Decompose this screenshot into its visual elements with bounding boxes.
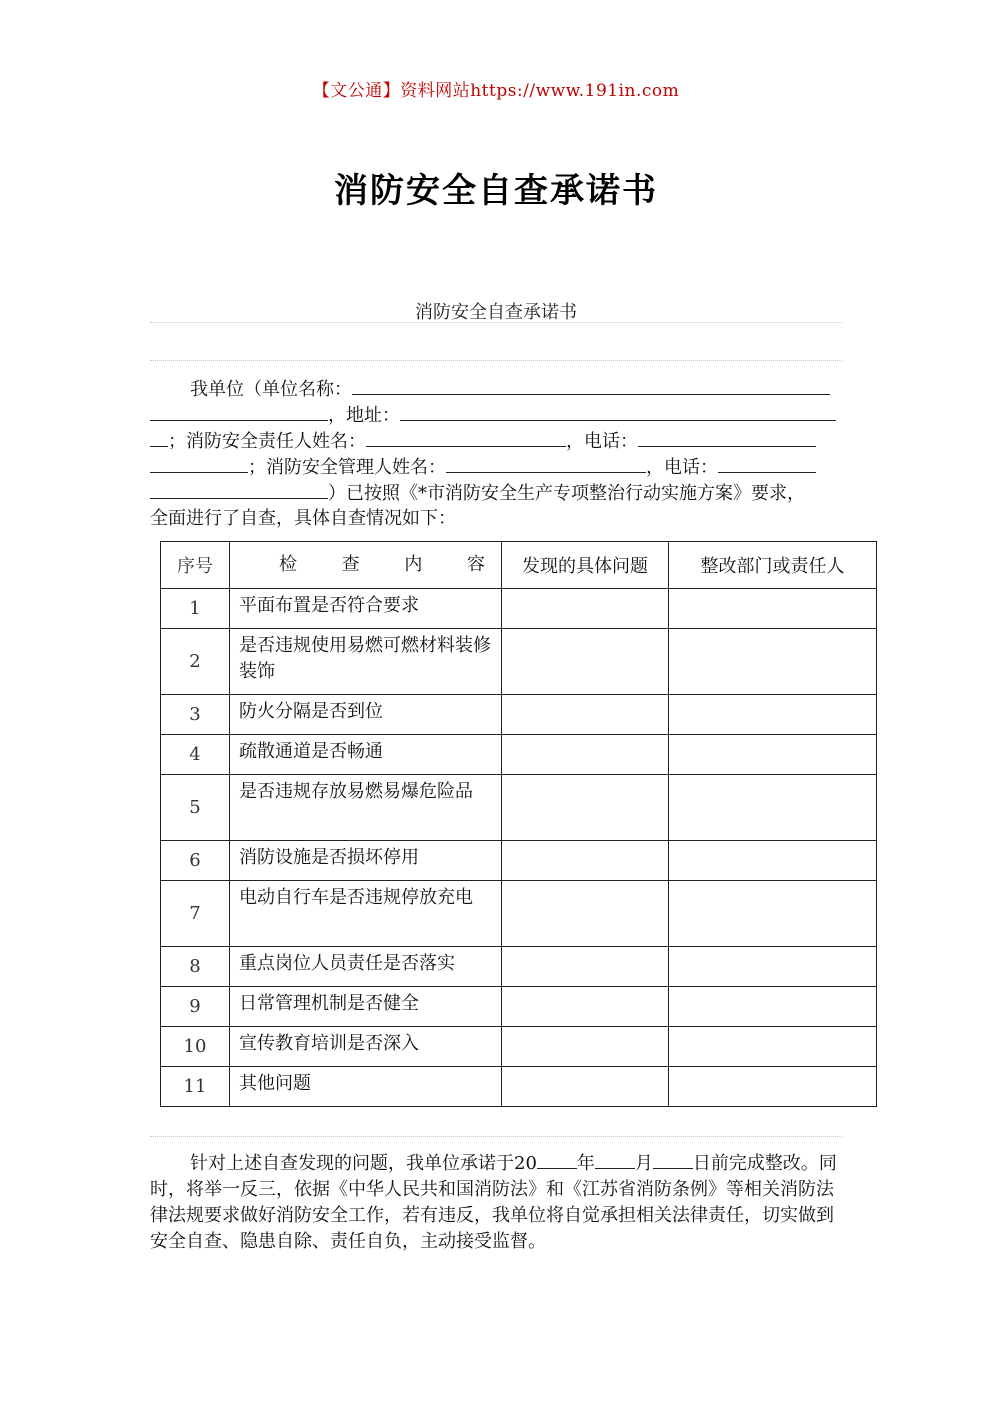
commitment-text-1: 针对上述自查发现的问题，我单位承诺于20 [190,1153,537,1174]
commitment-text-2: 日前完成整改。同时，将举一反三，依据《中华人民共和国消防法》和《江苏省消防条例》等相关消防法律法规要求做好消防安全工作，若有违反，我单位将自觉承担相关法律责任，切实做到安全自查、隐患自除、责任自负，主动接受监督。 [150,1153,837,1252]
problem-cell[interactable] [502,987,669,1027]
table-row [161,841,877,881]
page-title: 消防安全自查承诺书 [334,171,658,211]
problem-cell[interactable] [502,735,669,775]
table-row [161,629,877,695]
section-divider [150,322,842,323]
table-row [161,735,877,775]
row-item: 重点岗位人员责任是否落实 [230,947,502,987]
table-row [161,775,877,841]
safety-head-phone-field-cont[interactable] [150,454,248,473]
row-item: 平面布置是否符合要求 [230,589,502,629]
safety-head-phone-field[interactable] [638,428,816,447]
table-row [161,1067,877,1107]
safety-manager-phone-field-cont[interactable] [150,480,328,499]
responsible-cell[interactable] [669,1027,877,1067]
problem-cell[interactable] [502,881,669,947]
address-field-cont[interactable] [150,428,168,447]
row-number: 9 [161,987,230,1027]
row-item: 电动自行车是否违规停放充电 [230,881,502,947]
responsible-cell[interactable] [669,841,877,881]
responsible-cell[interactable] [669,1067,877,1107]
site-header-watermark: 【文公通】资料网站https://www.191in.com [312,81,680,101]
row-number: 7 [161,881,230,947]
problem-cell[interactable] [502,947,669,987]
safety-manager-line [150,454,850,480]
declaration-form [150,376,850,532]
header-item [230,542,502,589]
address-field[interactable] [400,402,836,421]
responsible-cell[interactable] [669,987,877,1027]
header-item-char: 容 [466,554,485,575]
row-item: 疏散通道是否畅通 [230,735,502,775]
problem-cell[interactable] [502,1067,669,1107]
table-header-row [161,542,877,589]
safety-manager-name-field[interactable] [446,454,646,473]
row-number: 4 [161,735,230,775]
row-item: 是否违规存放易燃易爆危险品 [230,775,502,841]
row-item: 消防设施是否损坏停用 [230,841,502,881]
responsible-cell[interactable] [669,881,877,947]
header-responsible: 整改部门或责任人 [669,542,877,589]
problem-cell[interactable] [502,841,669,881]
safety-head-line [150,428,850,454]
row-number: 5 [161,775,230,841]
address-line [150,402,850,428]
safety-manager-label: ；消防安全管理人姓名： [248,457,446,478]
row-number: 3 [161,695,230,735]
row-number: 11 [161,1067,230,1107]
row-item: 宣传教育培训是否深入 [230,1027,502,1067]
header-problems: 发现的具体问题 [502,542,669,589]
unit-name-field-cont[interactable] [150,402,328,421]
unit-name-label: 我单位（单位名称： [190,379,352,400]
responsible-cell[interactable] [669,695,877,735]
section-divider [150,360,842,361]
responsible-cell[interactable] [669,735,877,775]
responsible-cell[interactable] [669,629,877,695]
problem-cell[interactable] [502,629,669,695]
table-row [161,881,877,947]
month-field[interactable] [595,1152,635,1169]
header-item-char: 检 [279,554,297,575]
row-item: 防火分隔是否到位 [230,695,502,735]
table-row [161,987,877,1027]
year-label: 年 [576,1153,595,1174]
address-label: ，地址： [328,405,400,426]
section-divider [150,1136,842,1137]
header-no: 序号 [161,542,230,589]
month-label: 月 [634,1153,653,1174]
row-item: 其他问题 [230,1067,502,1107]
year-field[interactable] [537,1152,577,1169]
table-row [161,589,877,629]
row-number: 1 [161,589,230,629]
row-item: 是否违规使用易燃可燃材料装修装饰 [230,629,502,695]
phone-label-2: ，电话： [646,457,718,478]
row-number: 6 [161,841,230,881]
problem-cell[interactable] [502,695,669,735]
day-field[interactable] [653,1152,693,1169]
safety-head-name-field[interactable] [366,428,566,447]
phone-label: ，电话： [566,431,638,452]
header-item-char: 查 [341,554,360,575]
responsible-cell[interactable] [669,947,877,987]
responsible-cell[interactable] [669,775,877,841]
unit-name-line [150,376,850,402]
row-number: 10 [161,1027,230,1067]
document-subtitle: 消防安全自查承诺书 [415,302,577,323]
problem-cell[interactable] [502,589,669,629]
unit-name-field[interactable] [352,376,830,395]
header-item-char: 内 [404,554,423,575]
conclusion-text: 全面进行了自查，具体自查情况如下： [150,508,456,529]
table-row [161,947,877,987]
problem-cell[interactable] [502,775,669,841]
compliance-text: ）已按照《*市消防安全生产专项整治行动实施方案》要求， [328,483,805,504]
problem-cell[interactable] [502,1027,669,1067]
responsible-cell[interactable] [669,589,877,629]
row-item: 日常管理机制是否健全 [230,987,502,1027]
safety-head-label: ；消防安全责任人姓名： [168,431,366,452]
safety-manager-phone-field[interactable] [718,454,816,473]
table-row [161,695,877,735]
table-row [161,1027,877,1067]
row-number: 8 [161,947,230,987]
conclusion-line [150,506,850,532]
commitment-paragraph [150,1151,846,1255]
compliance-line [150,480,850,506]
row-number: 2 [161,629,230,695]
self-inspection-table [160,541,877,1107]
